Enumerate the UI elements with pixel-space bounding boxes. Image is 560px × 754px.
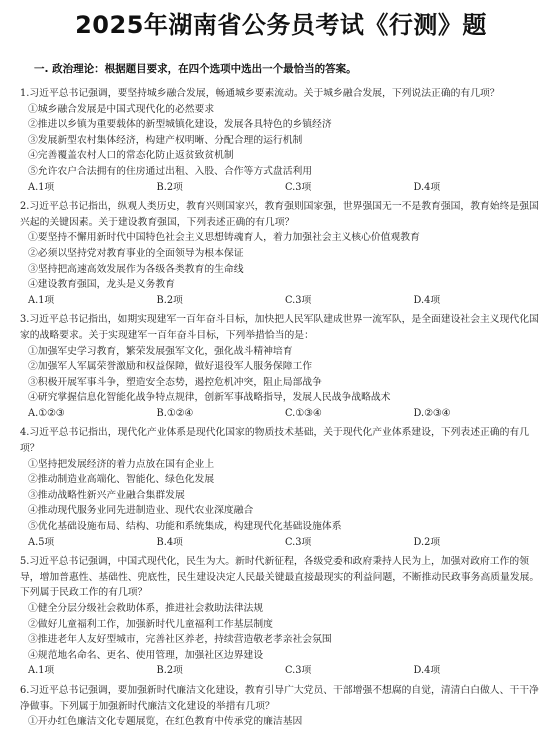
question-list [20,86,542,730]
statement-item: ⑤允许农户合法拥有的住房通过出租、入股、合作等方式盘活利用 [28,165,313,177]
statement-item: ③坚持把高速高效发展作为各级各类教育的生命线 [28,263,244,275]
answer-option: D.4项 [413,294,441,306]
statement-item: ③推动战略性新兴产业融合集群发展 [28,489,185,501]
answer-option: D.4项 [413,181,441,193]
answer-option: A.5项 [28,536,55,548]
statement-item: ③推进老年人友好型城市，完善社区养老，持续营造敬老孝亲社会氛围 [28,634,332,646]
statement-item: ③发展新型农村集体经济，构建产权明晰、分配合理的运行机制 [28,134,303,146]
answer-option: A.1项 [28,181,55,193]
statement-item: ②加强军人军属荣誉激励和权益保障，做好退役军人服务保障工作 [28,361,313,373]
section-heading: 一. 政治理论：根据题目要求，在四个选项中选出一个最恰当的答案。 [34,63,357,75]
question-stem: 3.习近平总书记指出，如期实现建军一百年奋斗目标，加快把人民军队建成世界一流军队，是全面建设社会主义现代化国家的战略要求。关于实现建军一百年奋斗目标，下列举措恰当的是： [20,314,539,341]
page-title: 2025年湖南省公务员考试《行测》题 [75,11,487,39]
statement-item: ①坚持把发展经济的着力点放在国有企业上 [28,458,215,470]
answer-option: C.3项 [285,181,312,193]
statement-item: ①要坚持不懈用新时代中国特色社会主义思想铸魂育人，着力加强社会主义核心价值观教育 [28,232,420,244]
answer-option: A.1项 [28,294,55,306]
statement-item: ③积极开展军事斗争，塑造安全态势，遏控危机冲突，阻止局部战争 [28,376,322,388]
statement-item: ①健全分层分级社会救助体系，推进社会救助法律法规 [28,603,264,614]
statement-item: ⑤优化基础设施布局、结构、功能和系统集成，构建现代化基础设施体系 [28,521,342,533]
statement-item: ②推动制造业高端化、智能化、绿色化发展 [28,474,215,486]
question-stem: 1.习近平总书记强调，要坚持城乡融合发展，畅通城乡要素流动。关于城乡融合发展，下列说法正确的有几项？ [20,88,500,99]
question-stem: 4.习近平总书记指出，现代化产业体系是现代化国家的物质技术基础，关于现代化产业体系建设，下列表述正确的有几项？ [20,427,529,455]
answer-options [20,663,542,679]
statement-item: ④研究掌握信息化智能化战争特点规律，创新军事战略指导，发展人民战争战略战术 [28,392,391,404]
answer-option: C.①③④ [285,407,322,419]
question-6 [20,683,542,730]
answer-option: C.3项 [285,536,312,548]
statement-item: ①城乡融合发展是中国式现代化的必然要求 [28,103,215,115]
answer-options [20,293,542,309]
statement-item: ②做好儿童福利工作，加强新时代儿童福利工作基层制度 [28,618,273,630]
statement-item: ①加强军史学习教育，繁荣发展强军文化，强化战斗精神培育 [28,345,293,357]
question-2 [20,199,542,308]
answer-option: B.2项 [156,665,183,677]
statement-item: ④推动现代服务业同先进制造业、现代农业深度融合 [28,505,254,517]
question-stem: 5.习近平总书记强调，中国式现代化，民生为大。新时代新征程，各级党委和政府秉持人民为上，加强对政府工作的领导，增加普惠性、基础性、兜底性，民生建设决定人民最关键最直接最现实的利益问题，不断推动民政事务高质量发展。下列属于民政工作的有几项？ [20,556,540,599]
answer-option: D.4项 [413,665,441,677]
statement-item: ④建设教育强国，龙头是义务教育 [28,279,175,291]
answer-options [20,180,542,196]
answer-option: B.①②④ [156,407,194,419]
question-1 [20,86,542,195]
answer-option: B.4项 [156,536,183,548]
answer-options [20,406,542,422]
statement-item: ①开办红色廉洁文化专题展览，在红色教育中传承党的廉洁基因 [28,716,303,728]
answer-option: C.3项 [285,294,312,306]
answer-option: D.②③④ [413,407,451,419]
answer-option: B.2项 [156,181,183,193]
statement-item: ②推进以乡镇为重要载体的新型城镇化建设，发展各具特色的乡镇经济 [28,119,332,131]
answer-option: A.①②③ [28,407,65,419]
statement-item: ④完善覆盖农村人口的常态化防止返贫致贫机制 [28,150,234,162]
statement-item: ②必须以坚持党对教育事业的全面领导为根本保证 [28,247,244,259]
answer-option: D.2项 [413,536,441,548]
answer-option: A.1项 [28,665,55,677]
question-stem: 2.习近平总书记指出，纵观人类历史，教育兴则国家兴，教育强则国家强，世界强国无一不是教育强国，教育始终是强国兴起的关键因素。关于建设教育强国，下列表述正确的有几项？ [20,201,539,228]
question-3 [20,312,542,421]
answer-option: C.3项 [285,665,312,677]
statement-item: ④规范地名命名、更名、使用管理，加强社区边界建设 [28,649,264,661]
question-5 [20,554,542,679]
answer-options [20,535,542,551]
answer-option: B.2项 [156,294,183,306]
question-4 [20,425,542,550]
question-stem: 6.习近平总书记强调，要加强新时代廉洁文化建设，教育引导广大党员、干部增强不想腐的自觉，清清白白做人、干干净净做事。下列属于加强新时代廉洁文化建设的举措有几项？ [20,684,539,712]
